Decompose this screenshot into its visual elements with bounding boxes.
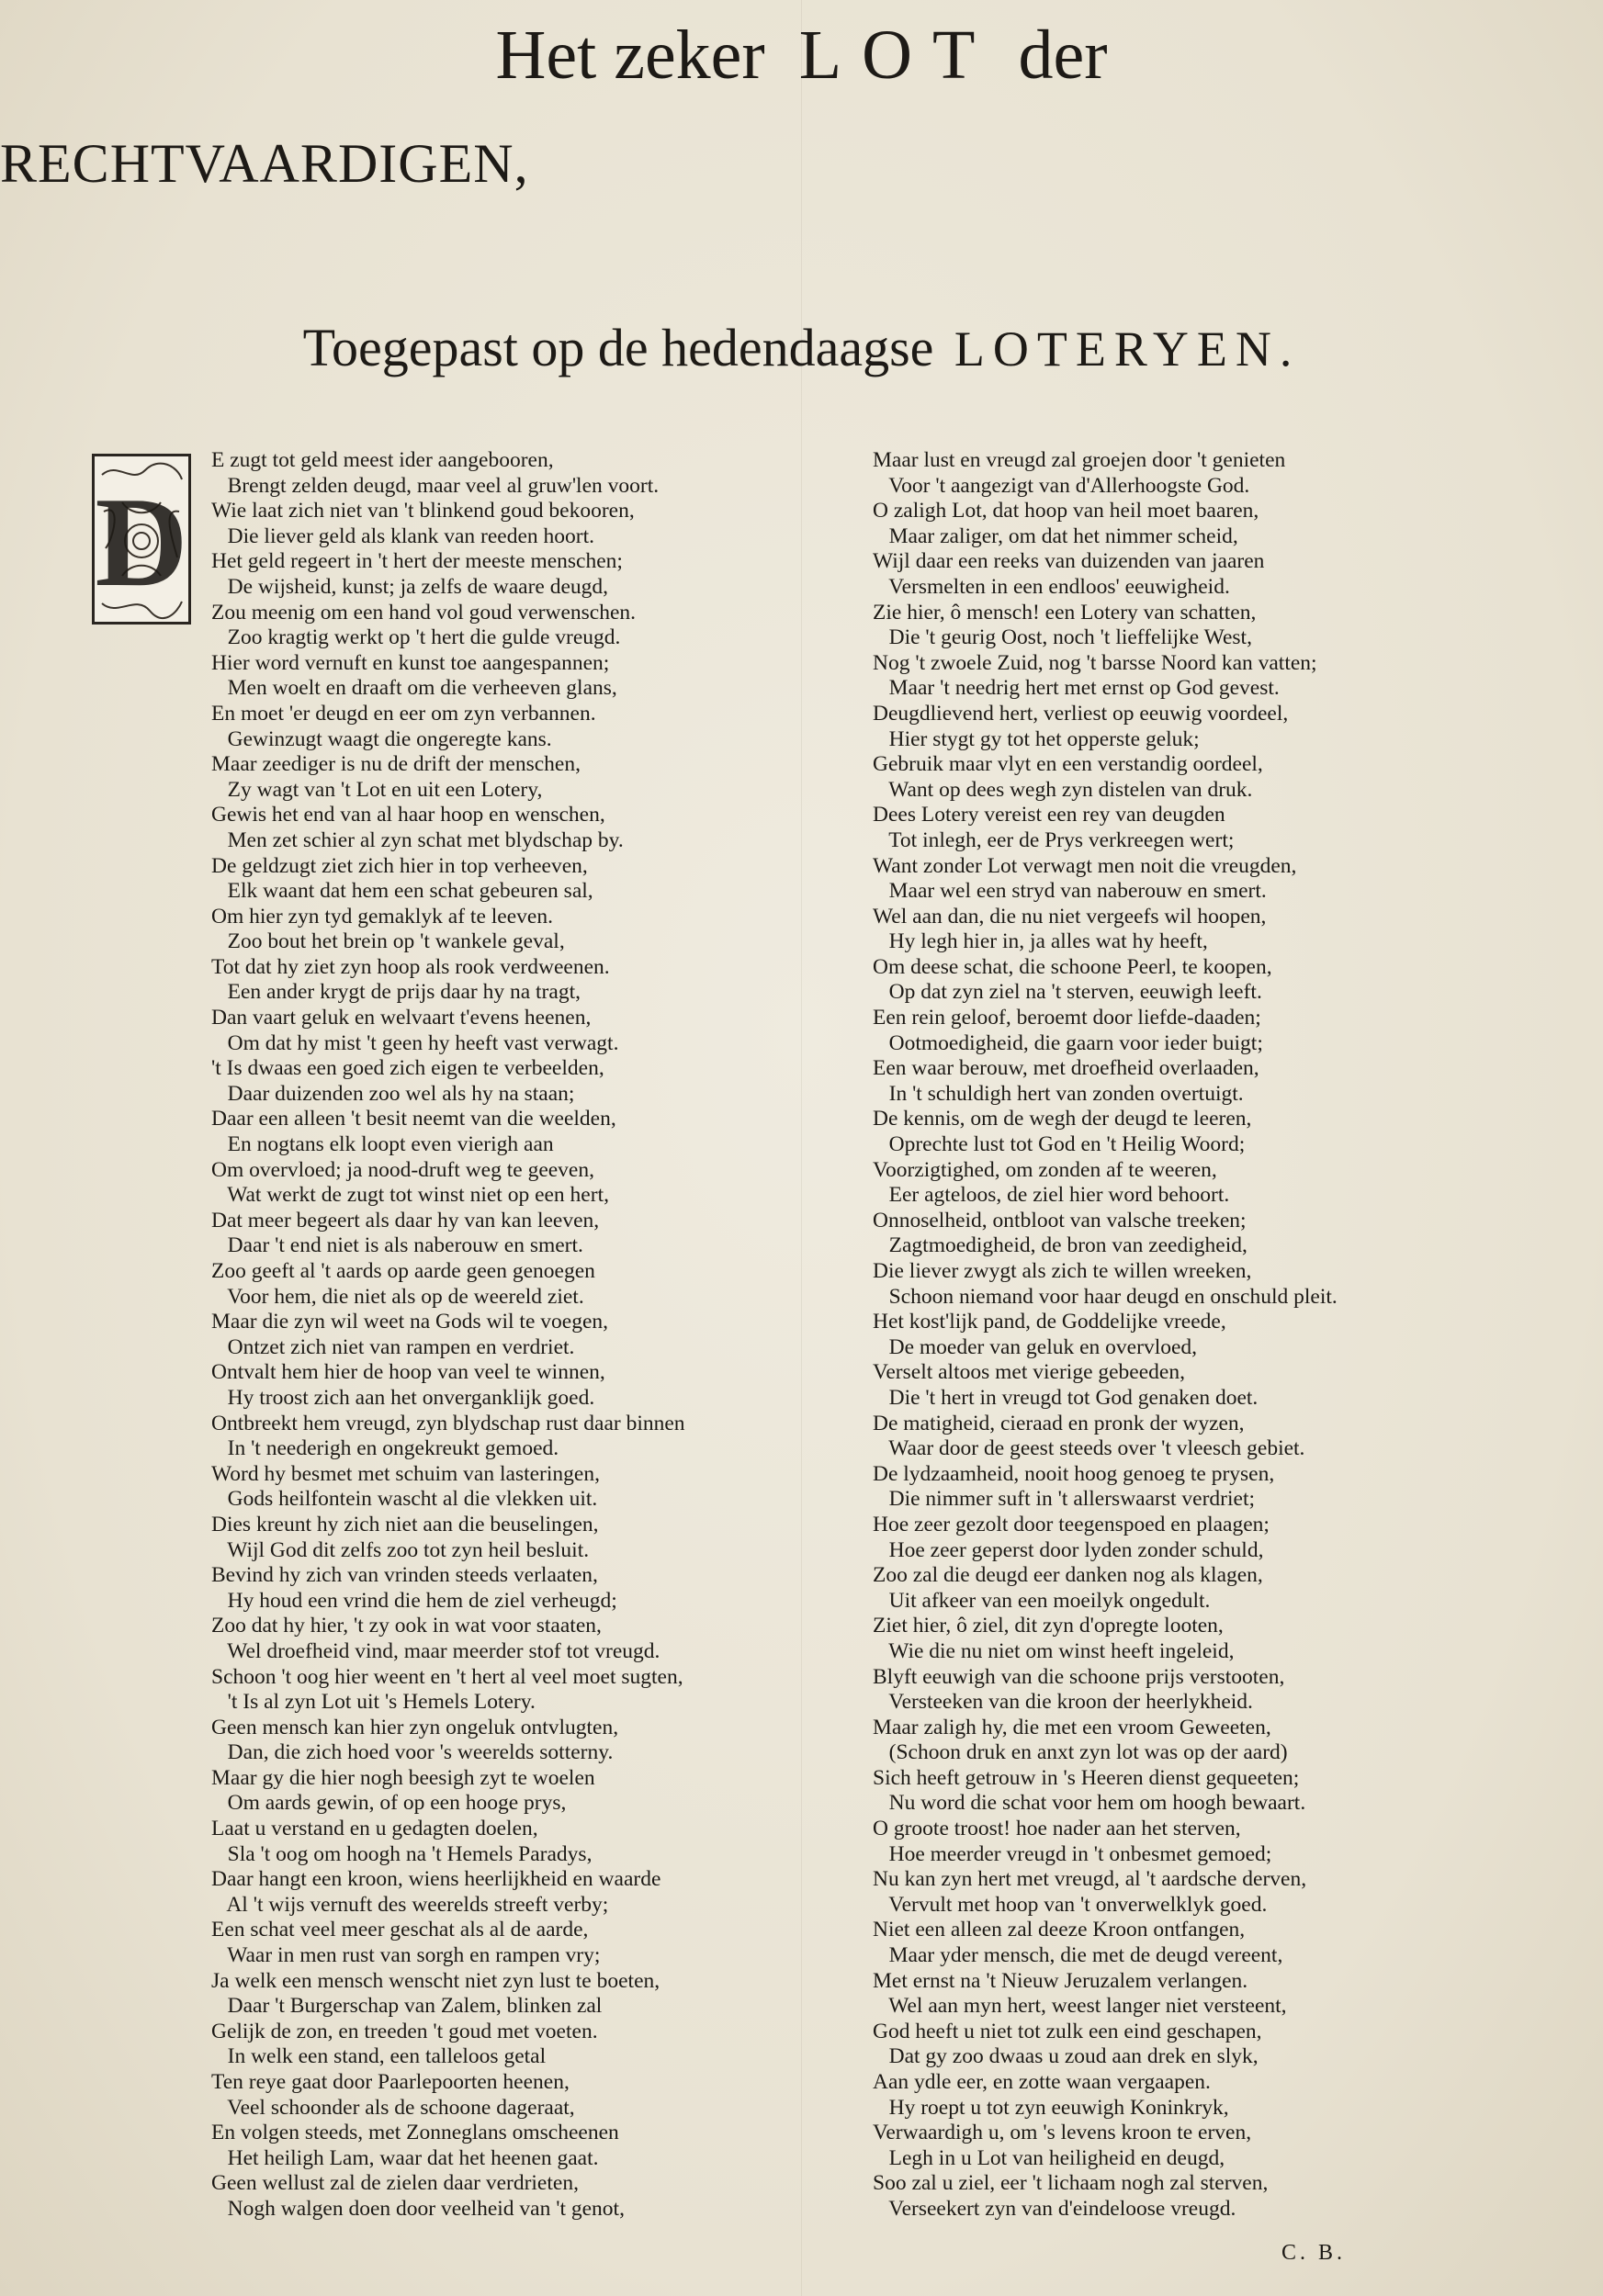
verse-line: Gewinzugt waagt die ongeregte kans. [211,726,552,751]
verse-line: Nog 't zwoele Zuid, nog 't barsse Noord kan vatten; [873,650,1317,675]
verse-line: Om overvloed; ja nood-druft weg te geeven, [211,1157,594,1182]
verse-line: Veel schoonder als de schoone dageraat, [211,2095,575,2120]
verse-line: Bevind hy zich van vrinden steeds verlaaten, [211,1563,598,1588]
verse-line: Maar wel een stryd van naberouw en smert. [873,879,1267,904]
verse-line: Oprechte lust tot God en 't Heilig Woord; [873,1132,1246,1157]
verse-line: De wijsheid, kunst; ja zelfs de waare deugd, [211,574,609,599]
verse-line: Het heiligh Lam, waar dat het heenen gaat. [211,2145,599,2170]
subtitle-text: Toegepast op de hedendaagse [302,318,934,377]
title-lot-word: LOT [798,17,996,94]
decorated-initial [92,454,191,625]
signature-initials: C. B. [1281,2241,1347,2265]
verse-line: God heeft u niet tot zulk een eind geschapen, [873,2019,1262,2043]
verse-line: Gelijk de zon, en treeden 't goud met voeten. [211,2019,598,2043]
verse-line: Een ander krygt de prijs daar hy na tragt, [211,980,581,1005]
verse-line: Vervult met hoop van 't onverwelklyk goed. [873,1892,1268,1917]
verse-line: Word hy besmet met schuim van lasteringen, [211,1461,600,1486]
verse-line: Maar zeediger is nu de drift der menschen, [211,752,581,777]
verse-line: Die nimmer suft in 't allerswaarst verdriet; [873,1487,1256,1512]
verse-line: Een schat veel meer geschat als al de aarde, [211,1918,589,1942]
title-line-1-pre: Het zeker [495,17,765,94]
verse-line: Verseekert zyn van d'eindeloose vreugd. [873,2196,1236,2221]
verse-line: Om deese schat, die schoone Peerl, te koopen, [873,954,1272,979]
verse-line: Al 't wijs vernuft des weerelds streeft verby; [211,1892,609,1917]
verse-line: Waar in men rust van sorgh en rampen vry; [211,1943,601,1968]
verse-line: Tot inlegh, eer de Prys verkreegen wert; [873,827,1235,852]
verse-line: Dan vaart geluk en welvaart t'evens heenen, [211,1006,592,1030]
verse-line: Soo zal u ziel, eer 't lichaam nogh zal sterven, [873,2171,1269,2196]
verse-line: Voorzigtighed, om zonden af te weeren, [873,1157,1217,1182]
verse-line: Hoe zeer gezolt door teegenspoed en plaagen; [873,1512,1270,1536]
verse-line: Met ernst na 't Nieuw Jeruzalem verlangen. [873,1968,1248,1993]
verse-line: Hy roept u tot zyn eeuwigh Koninkryk, [873,2095,1229,2120]
verse-line: Die liever geld als klank van reeden hoort. [211,523,594,548]
verse-line: Zoo zal die deugd eer danken nog als klagen, [873,1563,1263,1588]
subtitle [0,318,1603,377]
verse-line: (Schoon druk en anxt zyn lot was op der aard) [873,1740,1288,1765]
verse-line: Geen mensch kan hier zyn ongeluk ontvlugten, [211,1715,619,1739]
verse-line: Ontvalt hem hier de hoop van veel te winnen, [211,1360,605,1385]
verse-line: Men woelt en draaft om die verheeven glans, [211,676,617,701]
verse-line: Een waar berouw, met droefheid overlaaden, [873,1056,1259,1081]
verse-line: Waar door de geest steeds over 't vleesch gebiet. [873,1436,1305,1461]
subtitle-loteryen: LOTERYEN. [954,321,1301,377]
verse-line: Ontzet zich niet van rampen en verdriet. [211,1334,575,1359]
verse-line: Zou meenig om een hand vol goud verwenschen. [211,600,637,625]
verse-line: Dat gy zoo dwaas u zoud aan drek en slyk, [873,2044,1259,2069]
verse-line: Nu word die schat voor hem om hoogh bewaart. [873,1791,1306,1816]
verse-line: Hoe zeer geperst door lyden zonder schuld, [873,1537,1264,1562]
verse-line: Ziet hier, ô ziel, dit zyn d'opregte looten, [873,1614,1224,1638]
verse-line: Om aards gewin, of op een hooge prys, [211,1791,567,1816]
verse-line: Die 't hert in vreugd tot God genaken doet. [873,1385,1259,1410]
verse-line: Hier word vernuft en kunst toe aangespannen; [211,650,610,675]
verse-line: Zoo geeft al 't aards op aarde geen genoegen [211,1259,595,1283]
verse-line: Gewis het end van al haar hoop en wenschen, [211,803,605,827]
verse-line: Geen wellust zal de zielen daar verdrieten, [211,2171,579,2196]
verse-line: Elk waant dat hem een schat gebeuren sal, [211,879,593,904]
verse-line: Want zonder Lot verwagt men noit die vreugden, [873,853,1297,878]
verse-line: De kennis, om de wegh der deugd te leeren, [873,1107,1252,1131]
verse-line: Om hier zyn tyd gemaklyk af te leeven. [211,904,553,929]
verse-line: Niet een alleen zal deeze Kroon ontfangen, [873,1918,1246,1942]
verse-line: Schoon niemand voor haar deugd en onschuld pleit. [873,1284,1338,1309]
verse-line: In welk een stand, een talleloos getal [211,2044,547,2069]
verse-line: Het kost'lijk pand, de Goddelijke vreede, [873,1310,1226,1334]
verse-line: De geldzugt ziet zich hier in top verheeven, [211,853,588,878]
verse-line: Aan ydle eer, en zotte waan vergaapen. [873,2070,1211,2094]
verse-line: Nogh walgen doen door veelheid van 't genot, [211,2196,625,2221]
verse-line: Die liever zwygt als zich te willen wreeken, [873,1259,1252,1283]
verse-line: En volgen steeds, met Zonneglans omscheenen [211,2121,619,2145]
verse-line: Dies kreunt hy zich niet aan die beuselingen, [211,1512,599,1536]
verse-line: Hier stygt gy tot het opperste geluk; [873,726,1200,751]
verse-line: Nu kan zyn hert met vreugd, al 't aardsche derven, [873,1867,1307,1892]
verse-line: Deugdlievend hert, verliest op eeuwig voordeel, [873,701,1289,726]
verse-line: Zagtmoedigheid, de bron van zeedigheid, [873,1233,1247,1258]
verse-line: Brengt zelden deugd, maar veel al gruw'len voort. [211,473,660,498]
verse-line: Voor 't aangezigt van d'Allerhoogste God. [873,473,1250,498]
verse-line: Daar hangt een kroon, wiens heerlijkheid en waarde [211,1867,661,1892]
verse-line: Verwaardigh u, om 's levens kroon te erven, [873,2121,1252,2145]
verse-line: Maar gy die hier nogh beesigh zyt te woelen [211,1765,595,1790]
verse-line: Sich heeft getrouw in 's Heeren dienst gequeeten; [873,1765,1300,1790]
verse-line: Gebruik maar vlyt en een verstandig oordeel, [873,752,1263,777]
verse-line: Op dat zyn ziel na 't sterven, eeuwigh leeft. [873,980,1262,1005]
poem-left-column [211,448,726,2223]
verse-line: Dees Lotery vereist een rey van deugden [873,803,1225,827]
verse-line: Hy troost zich aan het onverganklijk goed. [211,1385,595,1410]
verse-line: Zoo dat hy hier, 't zy ook in wat voor staaten, [211,1614,602,1638]
verse-line: Het geld regeert in 't hert der meeste menschen; [211,549,623,574]
verse-line: Zy wagt van 't Lot en uit een Lotery, [211,777,543,802]
verse-line: Wel aan dan, die nu niet vergeefs wil hoopen, [873,904,1267,929]
verse-line: Versteeken van die kroon der heerlykheid. [873,1690,1253,1715]
verse-line: O zaligh Lot, dat hoop van heil moet baaren, [873,499,1259,523]
verse-line: Hy houd een vrind die hem de ziel verheugd; [211,1588,617,1613]
verse-line: Wie die nu niet om winst heeft ingeleid, [873,1638,1235,1663]
verse-line: Versmelten in een endloos' eeuwigheid. [873,574,1230,599]
verse-line: Verselt altoos met vierige gebeeden, [873,1360,1185,1385]
verse-line: En moet 'er deugd en eer om zyn verbannen. [211,701,596,726]
drop-cap-letter: D [95,471,188,613]
verse-line: Wel droefheid vind, maar meerder stof tot vreugd. [211,1638,660,1663]
verse-line: En nogtans elk loopt even vierigh aan [211,1132,554,1157]
verse-line: Hy legh hier in, ja alles wat hy heeft, [873,929,1208,954]
verse-line: Maar lust en vreugd zal groejen door 't genieten [873,448,1286,472]
verse-line: Wel aan myn hert, weest langer niet versteent, [873,1994,1287,2019]
verse-line: Ten reye gaat door Paarlepoorten heenen, [211,2070,570,2094]
verse-line: Maar 't needrig hert met ernst op God gevest. [873,676,1280,701]
verse-line: Men zet schier al zyn schat met blydschap by. [211,827,624,852]
verse-line: Ontbreekt hem vreugd, zyn blydschap rust daar binnen [211,1411,685,1435]
verse-line: Daar duizenden zoo wel als hy na staan; [211,1081,575,1106]
verse-line: Ja welk een mensch wenscht niet zyn lust te boeten, [211,1968,660,1993]
verse-line: Eer agteloos, de ziel hier word behoort. [873,1183,1230,1208]
verse-line: Zie hier, ô mensch! een Lotery van schatten, [873,600,1257,625]
verse-line: In 't neederigh en ongekreukt gemoed. [211,1436,559,1461]
verse-line: Dan, die zich hoed voor 's weerelds sotterny. [211,1740,614,1765]
verse-line: Maar yder mensch, die met de deugd vereent, [873,1943,1283,1968]
verse-line: Onnoselheid, ontbloot van valsche treeken; [873,1208,1247,1232]
verse-line: De lydzaamheid, nooit hoog genoeg te prysen, [873,1461,1275,1486]
verse-line: 't Is dwaas een goed zich eigen te verbeelden, [211,1056,604,1081]
verse-line: Gods heilfontein wascht al die vlekken uit. [211,1487,598,1512]
title-line-1 [0,17,1603,94]
verse-line: Zoo kragtig werkt op 't hert die gulde vreugd. [211,625,621,650]
verse-line: Daar 't Burgerschap van Zalem, blinken zal [211,1994,603,2019]
verse-line: Een rein geloof, beroemt door liefde-daaden; [873,1006,1261,1030]
verse-line: E zugt tot geld meest ider aangebooren, [211,448,554,472]
title-main-word: RECHTVAARDIGEN, [0,133,529,194]
verse-line: Sla 't oog om hoogh na 't Hemels Paradys, [211,1841,593,1866]
verse-line: Tot dat hy ziet zyn hoop als rook verdweenen. [211,954,610,979]
verse-line: Want op dees wegh zyn distelen van druk. [873,777,1253,802]
verse-line: Zoo bout het brein op 't wankele geval, [211,929,565,954]
verse-line: De matigheid, cieraad en pronk der wyzen, [873,1411,1245,1435]
verse-line: Voor hem, die niet als op de weereld ziet. [211,1284,584,1309]
verse-line: Hoe meerder vreugd in 't onbesmet gemoed; [873,1841,1272,1866]
verse-line: Wat werkt de zugt tot winst niet op een hert, [211,1183,609,1208]
verse-line: Laat u verstand en u gedagten doelen, [211,1817,538,1841]
verse-line: Daar een alleen 't besit neemt van die weelden, [211,1107,616,1131]
verse-line: 't Is al zyn Lot uit 's Hemels Lotery. [211,1690,536,1715]
verse-line: O groote troost! hoe nader aan het sterven, [873,1817,1241,1841]
verse-line: In 't schuldigh hert van zonden overtuigt. [873,1081,1244,1106]
poem-right-column [873,448,1405,2223]
verse-line: Blyft eeuwigh van die schoone prijs verstooten, [873,1664,1285,1689]
verse-line: De moeder van geluk en overvloed, [873,1334,1198,1359]
verse-line: Maar zaligh hy, die met een vroom Geweeten, [873,1715,1271,1739]
verse-line: Schoon 't oog hier weent en 't hert al veel moet sugten, [211,1664,683,1689]
verse-line: Maar die zyn wil weet na Gods wil te voegen, [211,1310,609,1334]
title-line-1-post: der [1018,17,1108,94]
verse-line: Daar 't end niet is als naberouw en smert. [211,1233,583,1258]
verse-line: Uit afkeer van een moeilyk ongedult. [873,1588,1211,1613]
verse-line: Wie laat zich niet van 't blinkend goud bekooren, [211,499,635,523]
verse-line: Om dat hy mist 't geen hy heeft vast verwagt. [211,1030,619,1055]
verse-line: Wijl God dit zelfs zoo tot zyn heil besluit. [211,1537,590,1562]
verse-line: Legh in u Lot van heiligheid en deugd, [873,2145,1225,2170]
verse-line: Maar zaliger, om dat het nimmer scheid, [873,523,1238,548]
verse-line: Dat meer begeert als daar hy van kan leeven, [211,1208,600,1232]
verse-line: Wijl daar een reeks van duizenden van jaaren [873,549,1265,574]
verse-line: Ootmoedigheid, die gaarn voor ieder buigt; [873,1030,1263,1055]
verse-line: Die 't geurig Oost, noch 't lieffelijke West, [873,625,1252,650]
